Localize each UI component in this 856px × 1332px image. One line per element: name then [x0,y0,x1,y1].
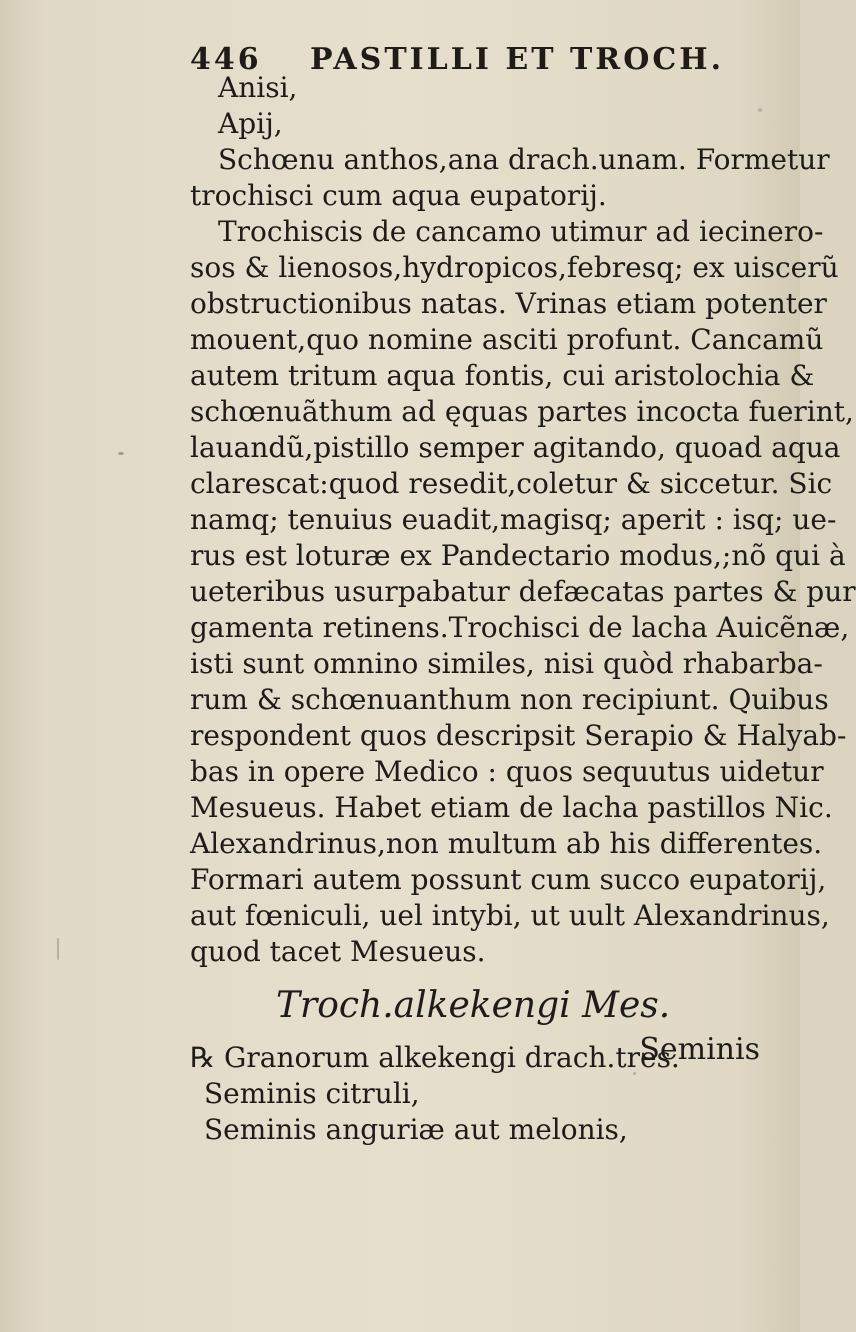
text-line: autem tritum aqua fontis, cui aristolochia & [190,359,815,392]
text-line: aut fœniculi, uel intybi, ut uult Alexandrinus, [190,899,830,932]
text-line: respondent quos descripsit Serapio & Halyab- [190,719,847,752]
text-line: Formari autem possunt cum succo eupatorij, [190,863,827,896]
text-line: Trochiscis de cancamo utimur ad iecinero- [218,215,824,248]
recipe-line: Seminis citruli, [204,1077,420,1110]
text-line: Mesueus. Habet etiam de lacha pastillos Nic. [190,791,833,824]
recipe-line: Seminis anguriæ aut melonis, [204,1113,628,1146]
text-line: quod tacet Mesueus. [190,935,486,968]
text-line: trochisci cum aqua eupatorij. [190,179,607,212]
text-line: lauandũ,pistillo semper agitando, quoad aqua [190,431,841,464]
text-line: mouent,quo nomine asciti profunt. Cancamũ [190,323,824,356]
text-line: sos & lienosos,hydropicos,febresq; ex uiscerũ [190,251,839,284]
text-block [190,70,856,1148]
running-head: PASTILLI ET TROCH. [310,42,725,77]
text-line: Schœnu anthos,ana drach.unam. Formetur [218,143,830,176]
text-line: rus est loturæ ex Pandectario modus,;nõ qui à [190,539,846,572]
text-line: gamenta retinens.Trochisci de lacha Auicẽnæ, [190,611,850,644]
text-line: bas in opere Medico : quos sequutus uidetur [190,755,824,788]
text-line: isti sunt omnino similes, nisi quòd rhabarba- [190,647,823,680]
text-line: rum & schœnuanthum non recipiunt. Quibus [190,683,829,716]
text-line: Apij, [218,107,283,140]
page-number: 446 [190,42,262,77]
text-line: schœnuãthum ad ęquas partes incocta fuerint, [190,395,854,428]
text-line: ueteribus usurpabatur defæcatas partes & pur [190,575,856,608]
text-line: clarescat:quod resedit,coletur & siccetur. Sic [190,467,833,500]
ink-speck [633,1072,636,1075]
ink-speck [57,938,59,960]
recipe-heading: Troch.alkekengi Mes. [276,985,671,1026]
text-line: Anisi, [218,71,298,104]
text-line: namq; tenuius euadit,magisq; aperit : isq; ue- [190,503,837,536]
ink-speck [118,452,124,455]
text-line: obstructionibus natas. Vrinas etiam potenter [190,287,827,320]
ink-speck [758,108,762,112]
recipe-line: ℞ Granorum alkekengi drach.tres. [190,1041,680,1074]
catchword: Seminis [639,1032,760,1067]
text-line: Alexandrinus,non multum ab his differentes. [190,827,823,860]
